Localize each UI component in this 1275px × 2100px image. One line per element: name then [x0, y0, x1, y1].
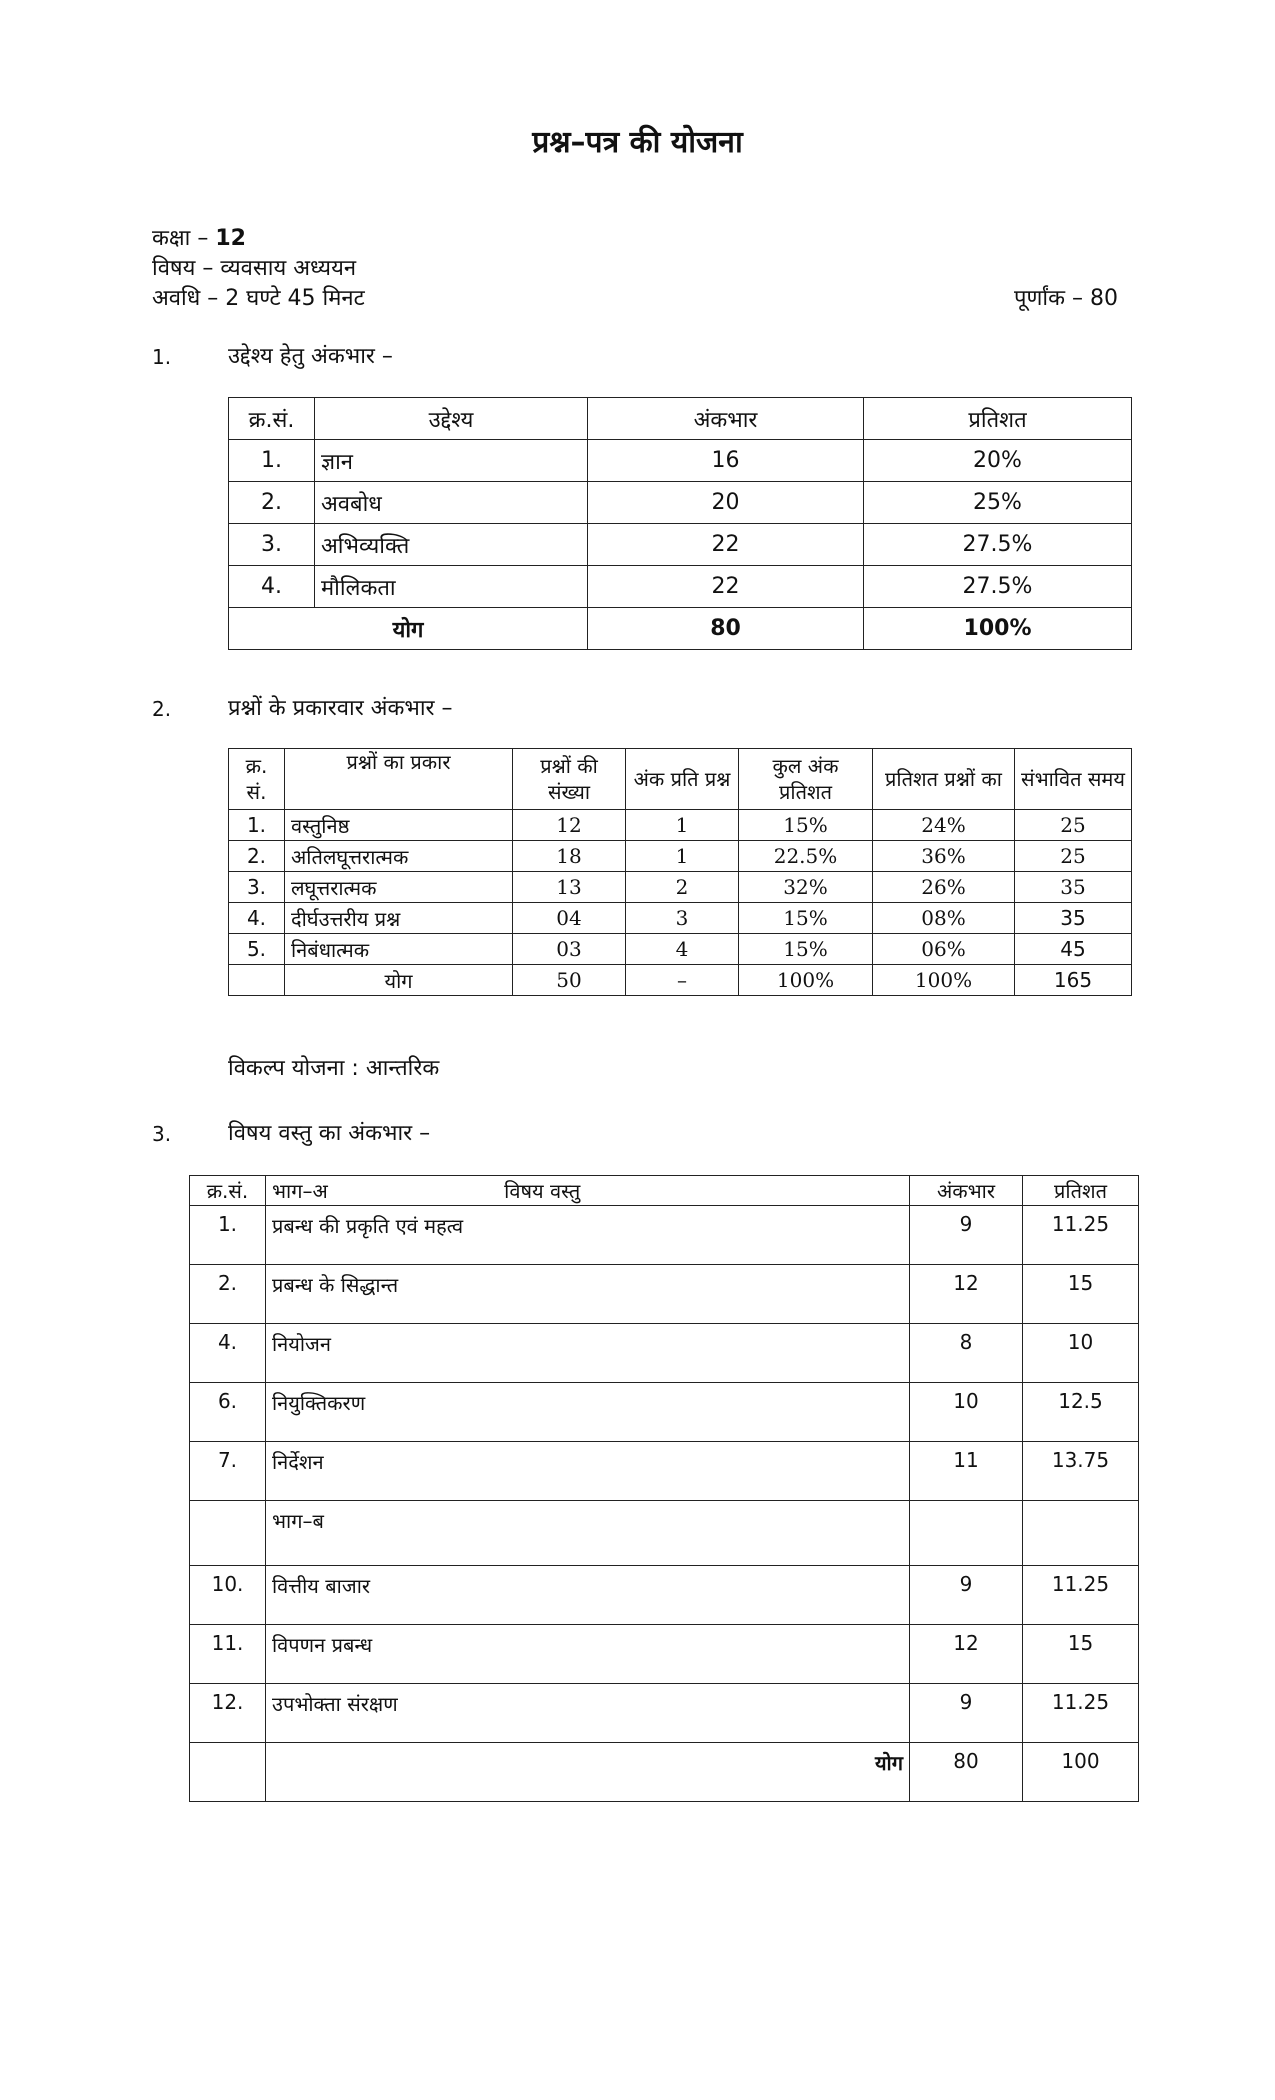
- header-cell: क्र.सं.: [190, 1176, 266, 1206]
- total-cell: 165: [1015, 965, 1132, 996]
- table-row: [190, 1206, 1139, 1265]
- table-cell: दीर्घउत्तरीय प्रश्न: [285, 903, 513, 934]
- table-cell: 4: [626, 934, 739, 965]
- table-cell: 2: [626, 872, 739, 903]
- table-row: [190, 1501, 1139, 1566]
- table-row: [229, 566, 1132, 608]
- header-cell: अंकभार: [588, 398, 864, 440]
- class-line: [152, 222, 246, 252]
- table-cell: 27.5%: [864, 524, 1132, 566]
- table-row: [190, 1324, 1139, 1383]
- table-row: [190, 1442, 1139, 1501]
- table-cell: 13.75: [1023, 1442, 1139, 1501]
- content-weightage-table: [189, 1175, 1139, 1802]
- table-cell: [1023, 1501, 1139, 1566]
- table-cell: विपणन प्रबन्ध: [266, 1625, 910, 1684]
- total-label: योग: [266, 1743, 910, 1802]
- header-cell: क्र. सं.: [229, 749, 285, 810]
- table-cell: 36%: [873, 841, 1015, 872]
- table-cell: प्रबन्ध के सिद्धान्त: [266, 1265, 910, 1324]
- table-cell: ज्ञान: [315, 440, 588, 482]
- table-cell: 9: [910, 1206, 1023, 1265]
- table-cell: 11.25: [1023, 1684, 1139, 1743]
- table-cell: 9: [910, 1684, 1023, 1743]
- table-cell: 22: [588, 524, 864, 566]
- table-cell: 24%: [873, 810, 1015, 841]
- table-cell: 3: [626, 903, 739, 934]
- table-cell: 1.: [190, 1206, 266, 1265]
- table-row: [229, 810, 1132, 841]
- table-cell: 8: [910, 1324, 1023, 1383]
- header-cell: अंक प्रति प्रश्न: [626, 749, 739, 810]
- table-cell: [910, 1501, 1023, 1566]
- table-cell: 15%: [739, 810, 873, 841]
- total-marks: पूर्णांक – 80: [1014, 286, 1118, 311]
- table-cell: 10.: [190, 1566, 266, 1625]
- table-cell: 11.25: [1023, 1206, 1139, 1265]
- subject-line: विषय – व्यवसाय अध्ययन: [152, 256, 357, 281]
- table-cell: 6.: [190, 1383, 266, 1442]
- total-cell: 80: [910, 1743, 1023, 1802]
- table-row: [229, 903, 1132, 934]
- section-1-title: उद्देश्य हेतु अंकभार –: [228, 344, 393, 369]
- table-cell: 22: [588, 566, 864, 608]
- table-cell: 11.: [190, 1625, 266, 1684]
- table-row: [229, 934, 1132, 965]
- total-cell: 100%: [873, 965, 1015, 996]
- table-cell: 27.5%: [864, 566, 1132, 608]
- duration-line: अवधि – 2 घण्टे 45 मिनट: [152, 286, 365, 311]
- header-cell: प्रतिशत प्रश्नों का: [873, 749, 1015, 810]
- table-cell: 15%: [739, 903, 873, 934]
- table-header-row: [229, 398, 1132, 440]
- table-cell: 12: [910, 1265, 1023, 1324]
- total-cell: 100%: [864, 608, 1132, 650]
- table-row: [190, 1383, 1139, 1442]
- table-cell: 45: [1015, 934, 1132, 965]
- table-cell: अवबोध: [315, 482, 588, 524]
- section-2-title: प्रश्नों के प्रकारवार अंकभार –: [228, 696, 453, 721]
- table-cell: 15%: [739, 934, 873, 965]
- table-cell: 10: [910, 1383, 1023, 1442]
- header-cell: उद्देश्य: [315, 398, 588, 440]
- table-cell: 12.: [190, 1684, 266, 1743]
- table-cell: 4.: [190, 1324, 266, 1383]
- table-cell: 2.: [229, 482, 315, 524]
- table-cell: 15: [1023, 1625, 1139, 1684]
- table-cell: उपभोक्ता संरक्षण: [266, 1684, 910, 1743]
- table-cell: 15: [1023, 1265, 1139, 1324]
- header-cell: प्रश्नों का प्रकार: [285, 749, 513, 810]
- header-cell: प्रश्नों की संख्या: [513, 749, 626, 810]
- table-cell: 26%: [873, 872, 1015, 903]
- table-cell: [190, 1501, 266, 1566]
- option-scheme: विकल्प योजना : आन्तरिक: [228, 1056, 440, 1081]
- table-cell: 06%: [873, 934, 1015, 965]
- class-value: 12: [215, 226, 246, 251]
- section-3-number: 3.: [152, 1122, 172, 1146]
- content-heading: विषय वस्तु: [504, 1179, 581, 1203]
- table-cell: 20%: [864, 440, 1132, 482]
- header-cell: क्र.सं.: [229, 398, 315, 440]
- table-cell: प्रबन्ध की प्रकृति एवं महत्व: [266, 1206, 910, 1265]
- table-cell: 1.: [229, 440, 315, 482]
- table-cell: 12: [513, 810, 626, 841]
- table-row: [190, 1566, 1139, 1625]
- table-total-row: [229, 608, 1132, 650]
- table-row: [229, 524, 1132, 566]
- table-cell: 1: [626, 810, 739, 841]
- table-row: [190, 1684, 1139, 1743]
- table-header-row: [229, 749, 1132, 810]
- table-cell: 4.: [229, 566, 315, 608]
- table-cell: अभिव्यक्ति: [315, 524, 588, 566]
- table-header-row: [190, 1176, 1139, 1206]
- table-cell: मौलिकता: [315, 566, 588, 608]
- table-total-row: [190, 1743, 1139, 1802]
- table-cell: 35: [1015, 872, 1132, 903]
- total-label: योग: [285, 965, 513, 996]
- table-cell: 18: [513, 841, 626, 872]
- table-row: [190, 1625, 1139, 1684]
- table-cell: 35: [1015, 903, 1132, 934]
- table-cell: 3.: [229, 872, 285, 903]
- section-1-number: 1.: [152, 345, 172, 369]
- table-cell: [229, 965, 285, 996]
- table-cell: लघूत्तरात्मक: [285, 872, 513, 903]
- question-type-weightage-table: [228, 748, 1132, 996]
- table-cell: 11: [910, 1442, 1023, 1501]
- total-cell: 100%: [739, 965, 873, 996]
- table-cell: 5.: [229, 934, 285, 965]
- total-cell: 80: [588, 608, 864, 650]
- table-row: [229, 482, 1132, 524]
- header-cell: [266, 1176, 910, 1206]
- table-row: [229, 841, 1132, 872]
- table-cell: 9: [910, 1566, 1023, 1625]
- objective-weightage-table: [228, 397, 1132, 650]
- table-cell: 1.: [229, 810, 285, 841]
- table-cell: नियोजन: [266, 1324, 910, 1383]
- table-cell: वित्तीय बाजार: [266, 1566, 910, 1625]
- table-cell: 25: [1015, 810, 1132, 841]
- table-cell: 7.: [190, 1442, 266, 1501]
- header-cell: प्रतिशत: [864, 398, 1132, 440]
- class-label: कक्षा –: [152, 226, 209, 251]
- header-cell: कुल अंक प्रतिशत: [739, 749, 873, 810]
- table-cell: 4.: [229, 903, 285, 934]
- table-cell: 13: [513, 872, 626, 903]
- table-row: [229, 440, 1132, 482]
- total-cell: 50: [513, 965, 626, 996]
- table-cell: 2.: [229, 841, 285, 872]
- table-cell: 10: [1023, 1324, 1139, 1383]
- table-cell: निबंधात्मक: [285, 934, 513, 965]
- table-cell: 04: [513, 903, 626, 934]
- total-cell: 100: [1023, 1743, 1139, 1802]
- table-cell: निर्देशन: [266, 1442, 910, 1501]
- header-cell: प्रतिशत: [1023, 1176, 1139, 1206]
- section-2-number: 2.: [152, 697, 172, 721]
- table-cell: नियुक्तिकरण: [266, 1383, 910, 1442]
- table-cell: 12.5: [1023, 1383, 1139, 1442]
- table-cell: 16: [588, 440, 864, 482]
- header-cell: संभावित समय: [1015, 749, 1132, 810]
- table-cell: वस्तुनिष्ठ: [285, 810, 513, 841]
- header-cell: अंकभार: [910, 1176, 1023, 1206]
- table-cell: 20: [588, 482, 864, 524]
- table-cell: 1: [626, 841, 739, 872]
- table-cell: 25: [1015, 841, 1132, 872]
- table-cell: 12: [910, 1625, 1023, 1684]
- total-cell: –: [626, 965, 739, 996]
- page-title: प्रश्न–पत्र की योजना: [532, 125, 743, 160]
- table-cell: 11.25: [1023, 1566, 1139, 1625]
- part-a-heading: भाग–अ: [272, 1179, 328, 1203]
- section-3-title: विषय वस्तु का अंकभार –: [228, 1121, 431, 1146]
- table-cell: अतिलघूत्तरात्मक: [285, 841, 513, 872]
- table-total-row: [229, 965, 1132, 996]
- table-cell: 03: [513, 934, 626, 965]
- table-cell: 2.: [190, 1265, 266, 1324]
- table-cell: 25%: [864, 482, 1132, 524]
- table-cell: [190, 1743, 266, 1802]
- table-cell: 32%: [739, 872, 873, 903]
- table-cell: 22.5%: [739, 841, 873, 872]
- table-row: [229, 872, 1132, 903]
- table-cell: 08%: [873, 903, 1015, 934]
- total-label: योग: [229, 608, 588, 650]
- table-cell: 3.: [229, 524, 315, 566]
- part-b-heading: भाग–ब: [266, 1501, 910, 1566]
- table-row: [190, 1265, 1139, 1324]
